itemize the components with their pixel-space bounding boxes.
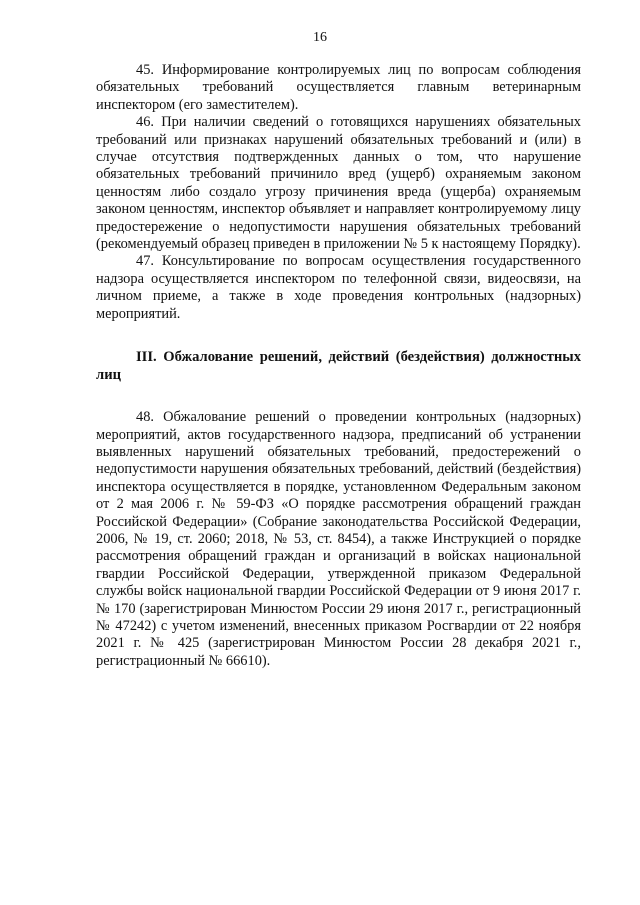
paragraph-48: 48. Обжалование решений о проведении контрольных (надзорных) мероприятий, актов государственного надзора, предписаний об устранении выявленных нарушений обязательных требований, предостережений о недопустимости нарушения обязательных требований, действий (бездействия) инспектора осуществляется в порядке, установленном Федеральным законом от 2 мая 2006 г. № 59-ФЗ «О порядке рассмотрения обращений граждан Российской Федерации» (Собрание законодательства Российской Федерации, 2006, № 19, ст. 2060; 2018, № 53, ст. 8454), а также Инструкцией о порядке рассмотрения обращений граждан и организаций в войсках национальной гвардии Российской Федерации, утвержденной приказом Федеральной службы войск национальной гвардии Российской Федерации от 9 июня 2017 г. № 170 (зарегистрирован Минюстом России 29 июня 2017 г., регистрационный № 47242) с учетом изменений, внесенных приказом Росгвардии от 22 ноября 2021 г. № 425 (зарегистрирован Минюстом России 28 декабря 2021 г., регистрационный № 66610). xyxy=(96,409,581,669)
paragraph-45: 45. Информирование контролируемых лиц по вопросам соблюдения обязательных требований осуществляется главным ветеринарным инспектором (его заместителем). xyxy=(96,62,581,113)
page-number: 16 xyxy=(313,30,327,45)
paragraph-46: 46. При наличии сведений о готовящихся нарушениях обязательных требований или признаках нарушений обязательных требований и (или) в случае отсутствия подтвержденных данных о том, что нарушение обязательных требований причинило вред (ущерб) охраняемым законом ценностям либо создало угрозу причинения вреда (ущерба) охраняемым законом ценностям, инспектор объявляет и направляет контролируемому лицу предостережение о недопустимости нарушения обязательных требований (рекомендуемый образец приведен в приложении № 5 к настоящему Порядку). xyxy=(96,114,581,253)
section-heading: III. Обжалование решений, действий (бездействия) должностных лиц xyxy=(96,349,581,384)
document-body xyxy=(96,62,581,670)
paragraph-47: 47. Консультирование по вопросам осуществления государственного надзора осуществляется инспектором по телефонной связи, видеосвязи, на личном приеме, а также в ходе проведения контрольных (надзорных) мероприятий. xyxy=(96,253,581,322)
